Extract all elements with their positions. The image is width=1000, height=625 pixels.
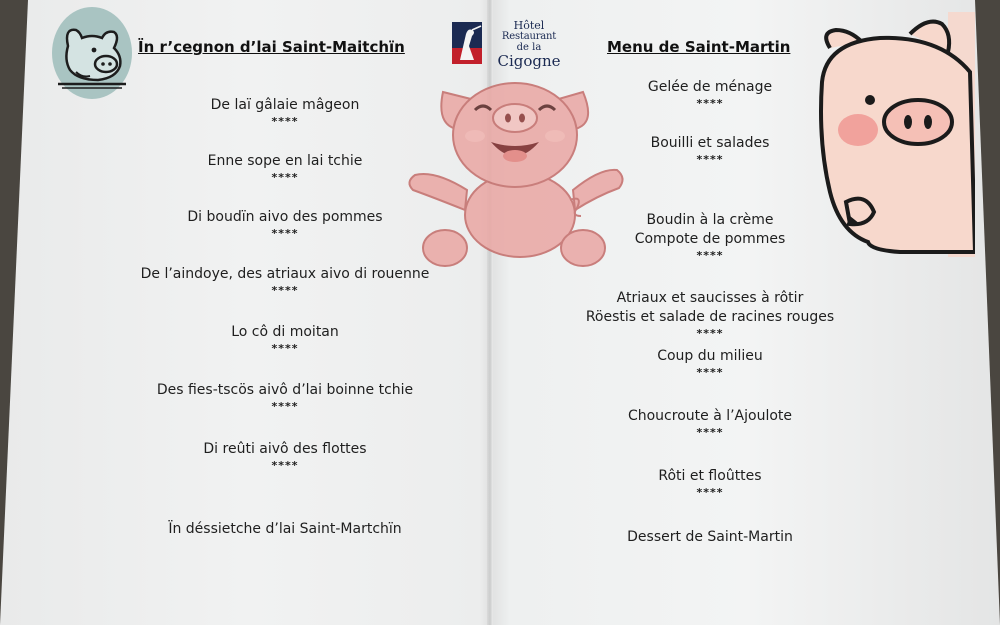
right-dish-6 <box>540 407 880 439</box>
dish-name: Lo cô di moitan <box>231 324 339 340</box>
left-dish-5 <box>105 323 465 355</box>
dish-separator: **** <box>271 459 299 472</box>
dish-name: Di reûti aivô des flottes <box>203 441 367 457</box>
left-dish-7 <box>105 440 465 472</box>
dish-name: Boudin à la crème Compote de pommes <box>634 212 786 247</box>
dish-separator: **** <box>271 342 299 355</box>
dish-name: Di boudïn aivo des pommes <box>187 209 383 225</box>
dish-separator: **** <box>696 486 724 499</box>
left-menu-title: Ïn r’cegnon d’lai Saint-Maitchïn <box>138 38 405 56</box>
dish-separator: **** <box>696 366 724 379</box>
logo-line-hotel: Hôtel <box>513 19 545 32</box>
right-dish-1 <box>540 78 880 110</box>
dish-separator: **** <box>696 426 724 439</box>
dish-name: Coup du milieu <box>657 348 763 364</box>
dish-name: Des fies-tscös aivô d’lai boinne tchie <box>156 382 414 398</box>
left-dish-3 <box>105 208 465 240</box>
right-dish-5 <box>540 347 880 379</box>
pig-head-badge-icon <box>50 6 134 100</box>
dish-separator: **** <box>271 227 299 240</box>
right-dish-7 <box>540 467 880 499</box>
stork-logo-icon <box>452 22 482 64</box>
dish-name: Rôti et floûttes <box>658 468 762 484</box>
right-dish-3 <box>540 192 880 281</box>
dish-name: Bouilli et salades <box>650 135 770 151</box>
left-dish-2 <box>105 152 465 184</box>
left-dish-8 <box>105 520 465 539</box>
left-dish-6 <box>105 381 465 413</box>
logo-line-de-la: de la <box>516 42 542 53</box>
dish-name: Enne sope en lai tchie <box>207 153 363 169</box>
dish-name: De l’aindoye, des atriaux aivo di rouenne <box>140 266 430 282</box>
right-dish-8 <box>540 528 880 547</box>
dish-separator: **** <box>696 327 724 340</box>
dish-separator: **** <box>271 115 299 128</box>
left-dish-1 <box>105 96 465 128</box>
hotel-logo <box>452 18 570 68</box>
right-dish-4 <box>540 270 880 359</box>
dish-name: De laï gâlaie mâgeon <box>210 97 360 113</box>
dish-separator: **** <box>696 249 724 262</box>
dish-name: Choucroute à l’Ajoulote <box>627 408 793 424</box>
dish-separator: **** <box>271 400 299 413</box>
dish-name: Gelée de ménage <box>647 79 773 95</box>
dish-name: Dessert de Saint-Martin <box>627 529 793 545</box>
dish-name: Atriaux et saucisses à rôtir Röestis et salade de racines rouges <box>585 290 835 325</box>
dish-separator: **** <box>271 284 299 297</box>
dish-separator: **** <box>696 97 724 110</box>
dish-separator: **** <box>271 171 299 184</box>
right-dish-2 <box>540 134 880 166</box>
left-dish-4 <box>105 265 465 297</box>
logo-line-restaurant: Restaurant <box>501 31 557 42</box>
right-menu-title: Menu de Saint-Martin <box>607 38 791 56</box>
dish-name: Ïn déssietche d’lai Saint-Martchïn <box>168 521 402 537</box>
logo-line-cigogne: Cigogne <box>497 52 561 70</box>
dish-separator: **** <box>696 153 724 166</box>
